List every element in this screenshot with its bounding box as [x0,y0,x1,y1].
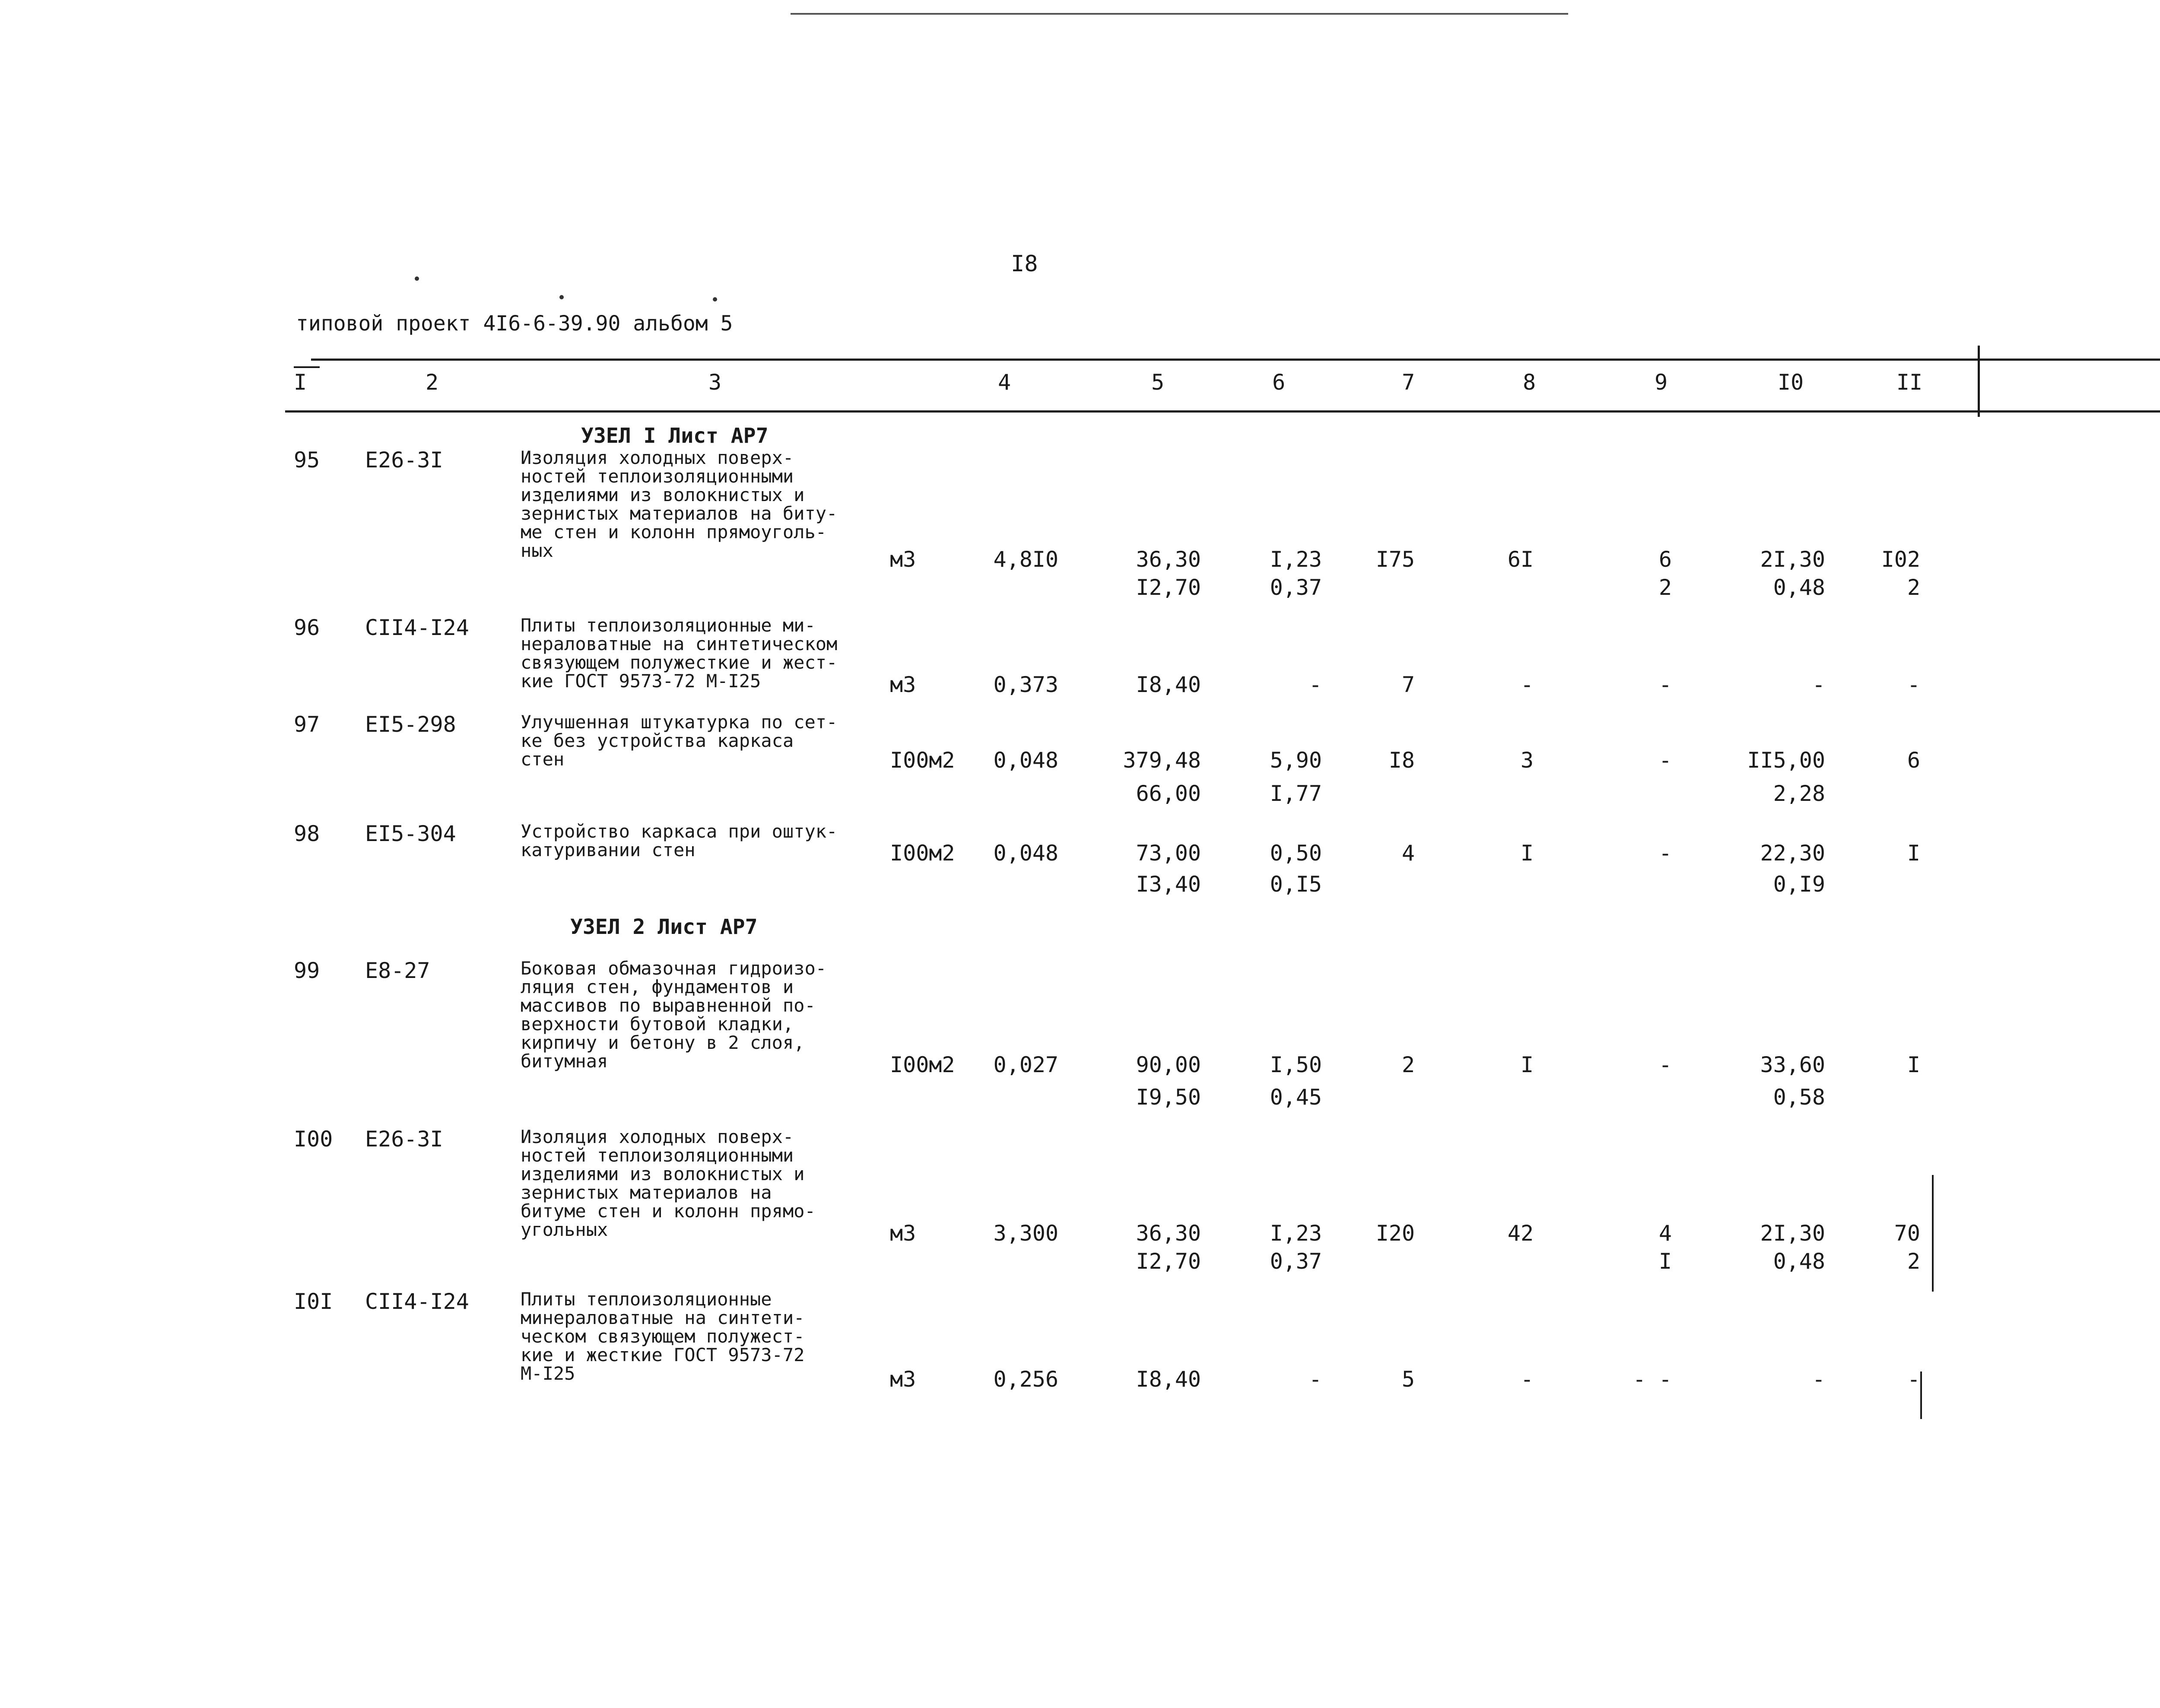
row-unit: м3 [890,547,916,572]
cell-col11: 6 [1907,748,1920,773]
row-quantity: 4,8I0 [993,547,1058,572]
description-line: массивов по выравненной по- [521,995,816,1016]
row-unit: м3 [890,1367,916,1392]
description-line: ностей теплоизоляционными [521,466,794,487]
row-code: СII4-I24 [365,615,469,640]
cell-col8: 3 [1520,748,1534,773]
cell-col10: 22,30 [1760,841,1825,866]
row-unit: м3 [890,672,916,697]
row-number: 95 [294,448,320,473]
cell-col10-sub: 0,I9 [1773,872,1825,897]
description-line: минераловатные на синтети- [521,1307,805,1328]
cell-col11: I [1907,1052,1920,1077]
cell-col6: - [1309,672,1322,697]
cell-col9-sub: I [1658,1249,1672,1274]
description-line: связующем полужесткие и жест- [521,652,838,673]
cell-col8: I [1520,841,1534,866]
description-line: М-I25 [521,1363,575,1384]
cell-col6-sub: 0,37 [1270,1249,1322,1274]
cell-col10: - [1812,672,1825,697]
row-number: 99 [294,958,320,983]
cell-col5: 73,00 [1136,841,1201,866]
row-code: Е26-3I [365,448,443,473]
table-top-rule [311,359,2160,361]
description-line: кие и жесткие ГОСТ 9573-72 [521,1344,805,1365]
description-line: ческом связующем полужест- [521,1326,805,1347]
column-header-8: 8 [1522,370,1536,395]
row-description [521,616,837,690]
cell-col6-sub: I,77 [1270,781,1322,806]
cell-col9: - [1658,672,1672,697]
row-quantity: 0,027 [993,1052,1058,1077]
description-line: ностей теплоизоляционными [521,1145,794,1166]
column-header-2: 2 [425,370,439,395]
cell-col11-sub: 2 [1907,575,1920,600]
cell-col11: - [1907,1367,1920,1392]
row-code: Е26-3I [365,1127,443,1152]
description-line: Плиты теплоизоляционные ми- [521,615,816,636]
description-line: зернистых материалов на [521,1182,772,1203]
cell-col11-sub: 2 [1907,1249,1920,1274]
description-line: зернистых материалов на биту- [521,503,838,524]
scan-speck [415,276,419,281]
cell-col9: - [1658,1052,1672,1077]
cell-col10-sub: 0,48 [1773,575,1825,600]
cell-col11: I [1907,841,1920,866]
header-bottom-rule [285,410,2160,413]
cell-col9: 4 [1658,1221,1672,1246]
cell-col5: I8,40 [1136,1367,1201,1392]
cell-col8: - [1520,1367,1534,1392]
row-number: 97 [294,712,320,737]
cell-col6: 5,90 [1270,748,1322,773]
description-line: изделиями из волокнистых и [521,1163,805,1184]
row-description [521,713,837,768]
description-line: Устройство каркаса при оштук- [521,821,838,842]
cell-col7: I75 [1375,547,1415,572]
row-description [521,448,837,560]
description-line: битумная [521,1051,608,1072]
description-line: битуме стен и колонн прямо- [521,1200,816,1222]
description-line: Изоляция холодных поверх- [521,1126,794,1147]
cell-col7: 7 [1401,672,1415,697]
column-header-10: I0 [1777,370,1804,395]
row-quantity: 0,373 [993,672,1058,697]
cell-col5-sub: I3,40 [1136,872,1201,897]
cell-col6: I,23 [1270,1221,1322,1246]
cell-col6: I,23 [1270,547,1322,572]
row-quantity: 0,048 [993,841,1058,866]
top-rule [791,13,1568,15]
cell-col7: 5 [1401,1367,1415,1392]
row-quantity: 0,048 [993,748,1058,773]
cell-col7: I8 [1388,748,1415,773]
cell-col5: 36,30 [1136,547,1201,572]
cell-col10: 2I,30 [1760,547,1825,572]
cell-col9: - [1658,841,1672,866]
section-heading-2: УЗЕЛ 2 Лист АР7 [570,915,758,939]
cell-col10-sub: 0,48 [1773,1249,1825,1274]
column-header-1: I [293,370,307,395]
description-line: изделиями из волокнистых и [521,484,805,505]
cell-col6-sub: 0,45 [1270,1085,1322,1110]
cell-col5-sub: I9,50 [1136,1085,1201,1110]
cell-col6: - [1309,1367,1322,1392]
description-line: ляция стен, фундаментов и [521,976,794,997]
cell-col9: - [1658,748,1672,773]
cell-col6-sub: 0,37 [1270,575,1322,600]
cell-col6: 0,50 [1270,841,1322,866]
row-code: ЕI5-298 [365,712,456,737]
margin-mark [1920,1371,1922,1419]
column-header-6: 6 [1272,370,1286,395]
description-line: кирпичу и бетону в 2 слоя, [521,1032,805,1053]
row-description [521,1290,804,1383]
cell-col5-sub: I2,70 [1136,1249,1201,1274]
description-line: Плиты теплоизоляционные [521,1289,772,1310]
description-line: катуривании стен [521,839,696,860]
column-header-11: II [1896,370,1923,395]
row-unit: I00м2 [890,748,955,773]
description-line: Боковая обмазочная гидроизо- [521,958,827,979]
description-line: стен [521,749,565,770]
row-unit: I00м2 [890,841,955,866]
row-quantity: 0,256 [993,1367,1058,1392]
cell-col8: I [1520,1052,1534,1077]
margin-mark [1932,1175,1934,1292]
cell-col5: I8,40 [1136,672,1201,697]
cell-col7: I20 [1375,1221,1415,1246]
cell-col9-sub: 2 [1658,575,1672,600]
cell-col8: 6I [1507,547,1534,572]
cell-col10: - [1812,1367,1825,1392]
row-code: СII4-I24 [365,1289,469,1314]
scan-speck [559,295,564,299]
column-header-5: 5 [1151,370,1165,395]
document-header: типовой проект 4I6-6-39.90 альбом 5 [296,311,733,336]
column-header-9: 9 [1654,370,1668,395]
table-top-rule-left [294,366,320,368]
description-line: ке без устройства каркаса [521,730,794,751]
row-unit: I00м2 [890,1052,955,1077]
row-description [521,1127,816,1239]
cell-col5: 379,48 [1123,748,1201,773]
row-number: 98 [294,821,320,846]
cell-col10: 2I,30 [1760,1221,1825,1246]
cell-col5: 90,00 [1136,1052,1201,1077]
cell-col6: I,50 [1270,1052,1322,1077]
cell-col10: 33,60 [1760,1052,1825,1077]
description-line: Улучшенная штукатурка по сет- [521,711,838,733]
cell-col10-sub: 2,28 [1773,781,1825,806]
cell-col7: 4 [1401,841,1415,866]
row-code: ЕI5-304 [365,821,456,846]
column-header-7: 7 [1401,370,1415,395]
cell-col5-sub: I2,70 [1136,575,1201,600]
cell-col9: 6 [1658,547,1672,572]
row-code: Е8-27 [365,958,430,983]
description-line: Изоляция холодных поверх- [521,447,794,468]
cell-col5-sub: 66,00 [1136,781,1201,806]
cell-col9: - - [1633,1367,1672,1392]
row-description [521,959,826,1070]
row-number: I00 [294,1127,333,1152]
row-number: 96 [294,615,320,640]
cell-col8: 42 [1507,1221,1534,1246]
cell-col11: - [1907,672,1920,697]
description-line: нераловатные на синтетическом [521,633,838,654]
description-line: ме стен и колонн прямоуголь- [521,521,827,543]
cell-col11: I02 [1881,547,1920,572]
description-line: угольных [521,1219,608,1240]
cell-col11: 70 [1894,1221,1920,1246]
cell-col7: 2 [1401,1052,1415,1077]
cell-col5: 36,30 [1136,1221,1201,1246]
scan-speck [713,297,717,302]
row-number: I0I [294,1289,333,1314]
row-quantity: 3,300 [993,1221,1058,1246]
page-number: I8 [1011,251,1038,277]
description-line: кие ГОСТ 9573-72 М-I25 [521,670,761,692]
row-unit: м3 [890,1221,916,1246]
cell-col6-sub: 0,I5 [1270,872,1322,897]
cell-col10-sub: 0,58 [1773,1085,1825,1110]
row-description [521,822,837,859]
description-line: верхности бутовой кладки, [521,1013,794,1035]
section-heading-1: УЗЕЛ I Лист АР7 [581,424,769,448]
column-header-4: 4 [997,370,1011,395]
cell-col8: - [1520,672,1534,697]
description-line: ных [521,540,553,561]
column-header-3: 3 [708,370,722,395]
cell-col10: II5,00 [1747,748,1825,773]
